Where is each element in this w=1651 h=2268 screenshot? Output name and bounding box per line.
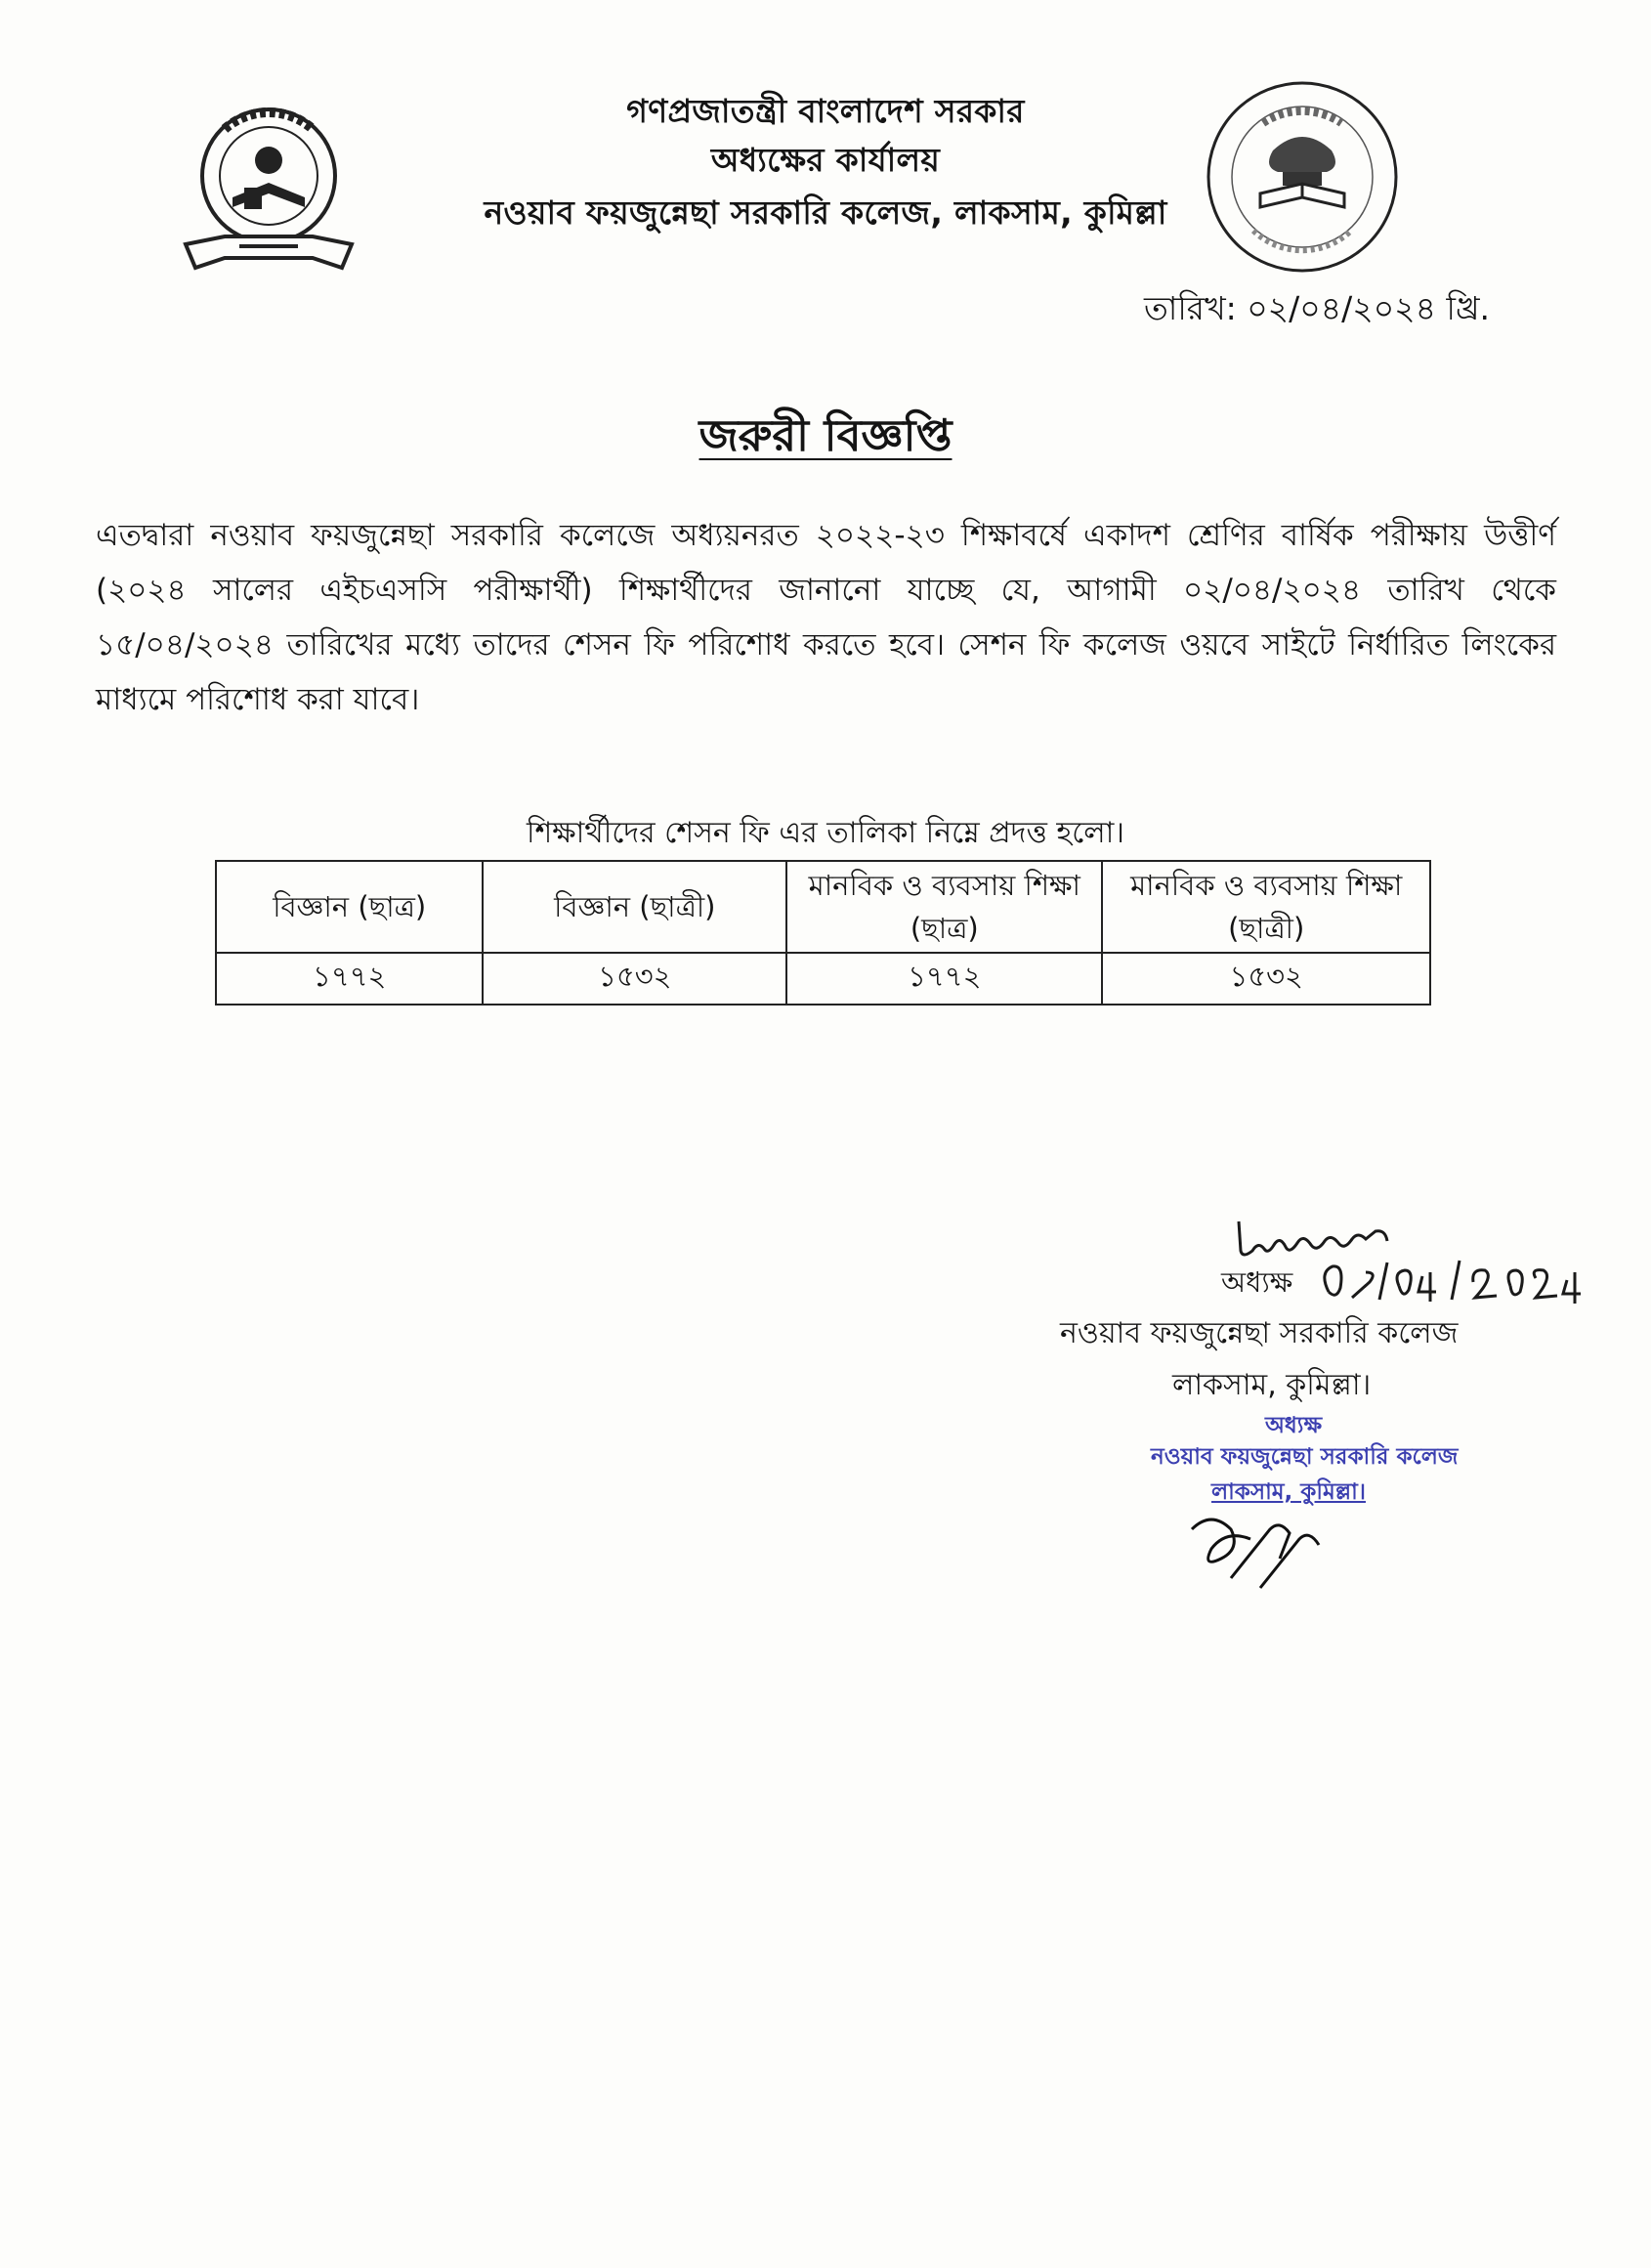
- table-header-cell: মানবিক ও ব্যবসায় শিক্ষা (ছাত্র): [786, 861, 1102, 953]
- table-cell: ১৭৭২: [786, 953, 1102, 1005]
- government-name: গণপ্রজাতন্ত্রী বাংলাদেশ সরকার: [626, 92, 1025, 130]
- notice-body: এতদ্বারা নওয়াব ফয়জুন্নেছা সরকারি কলেজে অধ্যয়নরত ২০২২-২৩ শিক্ষাবর্ষে একাদশ শ্রেণির বার্ষিক পরীক্ষায় উত্তীর্ণ (২০২৪ সালের এইচএসসি পরীক্ষার্থী) শিক্ষার্থীদের জানানো যাচ্ছে যে, আগামী ০২/০৪/২০২৪ তারিখ থেকে ১৫/০৪/২০২৪ তারিখের মধ্যে তাদের শেসন ফি পরিশোধ করতে হবে। সেশন ফি কলেজ ওয়বে সাইটে নির্ধারিত লিংকের মাধ্যমে পরিশোধ করা যাবে।: [96, 518, 1556, 717]
- stamp-college: নওয়াব ফয়জুন্নেছা সরকারি কলেজ: [1151, 1444, 1459, 1470]
- table-header-cell: বিজ্ঞান (ছাত্রী): [483, 861, 786, 953]
- signatory-place: লাকসাম, কুমিল্লা।: [1172, 1368, 1372, 1402]
- table-cell: ১৫৩২: [1102, 953, 1430, 1005]
- table-cell: ১৫৩২: [483, 953, 786, 1005]
- office-name: অধ্যক্ষের কার্যালয়: [710, 141, 941, 179]
- stamp-signature: [1172, 1490, 1368, 1607]
- college-address: নওয়াব ফয়জুন্নেছা সরকারি কলেজ, লাকসাম, কুমিল্লা: [484, 193, 1167, 232]
- table-header-cell: মানবিক ও ব্যবসায় শিক্ষা (ছাত্রী): [1102, 861, 1430, 953]
- stamp-role: অধ্যক্ষ: [1265, 1413, 1323, 1438]
- notice-title: জরুরী বিজ্ঞপ্তি: [698, 409, 952, 461]
- handwritten-date: [1309, 1243, 1583, 1311]
- signatory-role: অধ্যক্ষ: [1221, 1265, 1293, 1299]
- stamp-place: লাকসাম, কুমিল্লা।: [1211, 1479, 1366, 1505]
- table-row: [216, 953, 1430, 1005]
- signatory-college: নওয়াব ফয়জুন্নেছা সরকারি কলেজ: [1060, 1316, 1459, 1350]
- notice-date: তারিখ: ০২/০৪/২০২৪ খ্রি.: [1144, 289, 1490, 327]
- table-cell: ১৭৭২: [216, 953, 483, 1005]
- table-header-cell: বিজ্ঞান (ছাত্র): [216, 861, 483, 953]
- session-fee-table: [215, 860, 1431, 1006]
- table-header-row: [216, 861, 1430, 953]
- table-caption: শিক্ষার্থীদের শেসন ফি এর তালিকা নিম্নে প্রদত্ত হলো।: [526, 816, 1125, 850]
